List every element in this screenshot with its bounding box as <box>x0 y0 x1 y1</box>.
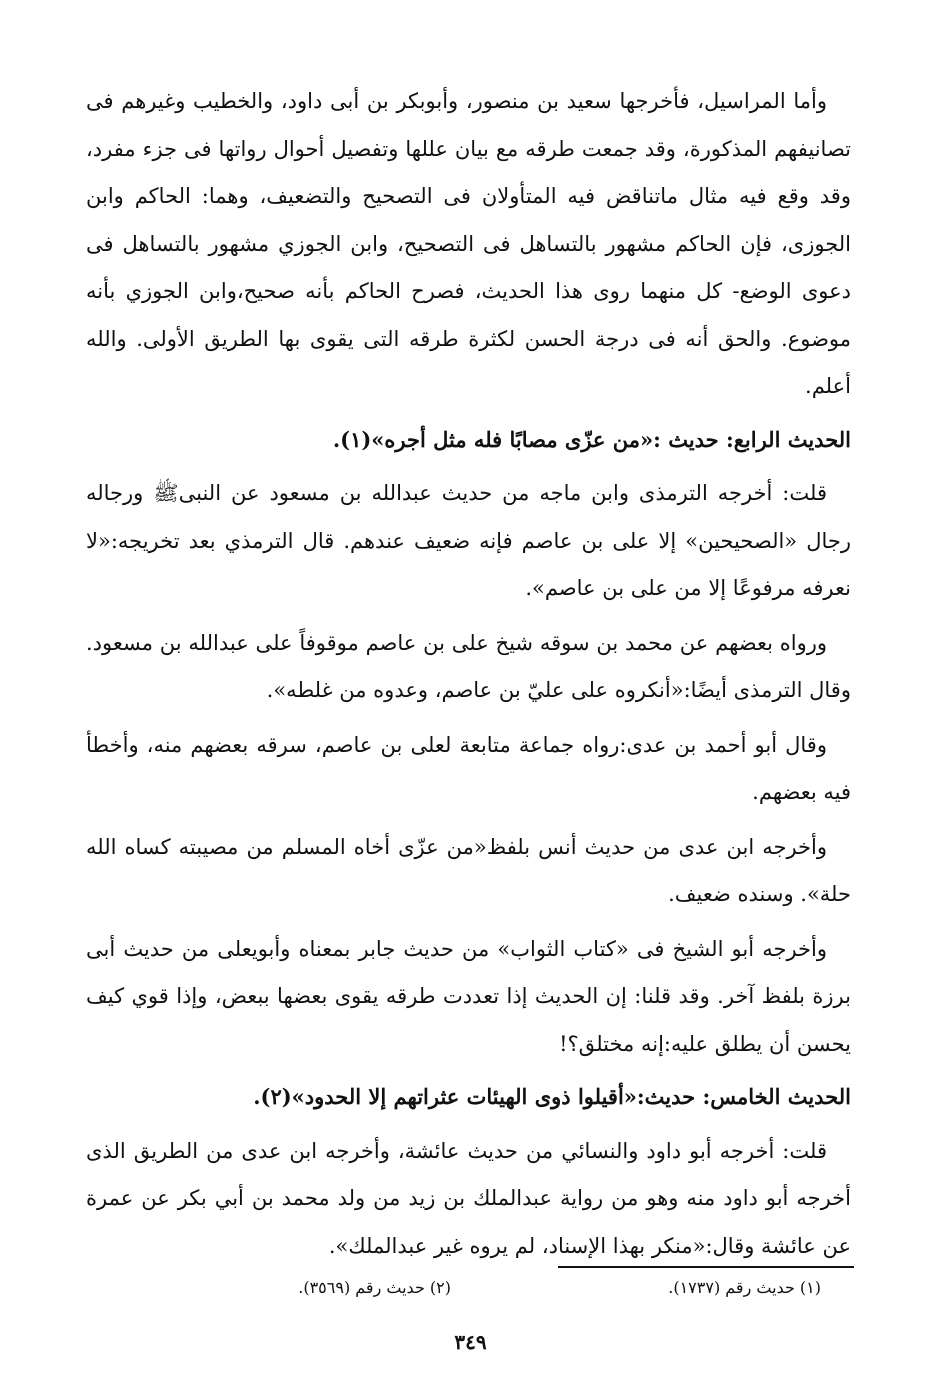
footnotes <box>86 1278 851 1306</box>
paragraph-tirmidhi-ibn-majah: قلت: أخرجه الترمذى وابن ماجه من حديث عبدالله بن مسعود عن النبىﷺ ورجاله رجال «الصحيحين» إلا على بن عاصم فإنه ضعيف عندهم. قال الترمذي بعد تخريجه:«لا نعرفه مرفوعًا إلا من على بن عاصم». <box>86 481 851 600</box>
hadith-heading-fifth: الحديث الخامس: حديث:«أقيلوا ذوى الهيئات عثراتهم إلا الحدود»(٢). <box>253 1084 851 1109</box>
paragraph-ibn-adi: وقال أبو أحمد بن عدى:رواه جماعة متابعة لعلى بن عاصم، سرقه بعضهم منه، وأخطأ فيه بعضهم. <box>86 732 851 804</box>
footnote-1: (١) حديث رقم (١٧٣٧). <box>668 1278 821 1297</box>
page-number: ٣٤٩ <box>454 1330 487 1354</box>
paragraph-anas-hadith: وأخرجه ابن عدى من حديث أنس بلفظ«من عزّى أخاه المسلم من مصيبته كساه الله حلة». وسنده ضعيف. <box>86 834 851 906</box>
paragraph-abu-al-shaykh: وأخرجه أبو الشيخ فى «كتاب الثواب» من حديث جابر بمعناه وأبويعلى من حديث أبى برزة بلفظ آخر. وقد قلنا: إن الحديث إذا تعددت طرقه يقوى بعضها ببعض، وإذا قوي كيف يحسن أن يطلق عليه:إنه مختلق؟! <box>86 936 851 1056</box>
hadith-heading-fourth: الحديث الرابع: حديث :«من عزّى مصابًا فله مثل أجره»(١). <box>332 426 851 452</box>
footnote-separator <box>558 1266 854 1268</box>
paragraph-abu-dawud: قلت: أخرجه أبو داود والنسائي من حديث عائشة، وأخرجه ابن عدى من الطريق الذى أخرجه أبو داود منه وهو من رواية عبدالملك بن زيد من ولد محمد بن أبي بكر عن عمرة عن عائشة وقال:«منكر بهذا الإسناد، لم يروه غير عبدالملك». <box>86 1138 851 1258</box>
footnote-2: (٢) حديث رقم (٣٥٦٩). <box>298 1278 451 1297</box>
paragraph-mursal-discussion: وأما المراسيل، فأخرجها سعيد بن منصور، وأبوبكر بن أبى داود، والخطيب وغيرهم فى تصانيفهم المذكورة، وقد جمعت طرقه مع بيان عللها وتفصيل أحوال رواتها فى جزء مفرد، وقد وقع فيه مثال ماتناقض فيه المتأولان فى التصحيح والتضعيف، وهما: الحاكم وابن الجوزى، فإن الحاكم مشهور بالتساهل فى التصحيح، وابن الجوزي مشهور بالتساهل فى دعوى الوضع- كل منهما روى هذا الحديث، فصرح الحاكم بأنه صحيح،وابن الجوزي بأنه موضوع. والحق أنه فى درجة الحسن لكثرة طرقه التى يقوى بها الطريق الأولى. والله أعلم. <box>86 89 851 398</box>
main-text <box>86 78 851 1270</box>
paragraph-ibn-suqah: ورواه بعضهم عن محمد بن سوقه شيخ على بن عاصم موقوفاً على عبدالله بن مسعود. وقال الترمذى أيضًا:«أنكروه على عليّ بن عاصم، وعدوه من غلطه». <box>86 630 851 702</box>
